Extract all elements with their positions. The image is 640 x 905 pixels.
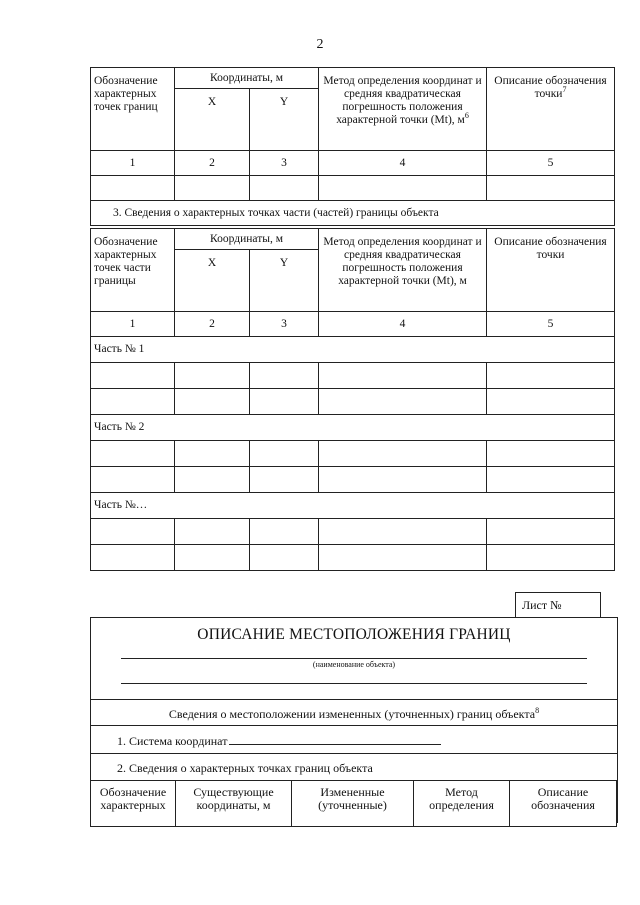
col-header-existing: Существующие координаты, м bbox=[176, 781, 292, 827]
header-coords: Координаты, м bbox=[175, 68, 319, 89]
section3-title: 3. Сведения о характерных точках части (частей) границы объекта bbox=[91, 201, 615, 226]
points-section-title: 2. Сведения о характерных точках границ объекта bbox=[117, 761, 373, 775]
part-1-label: Часть № 1 bbox=[91, 337, 615, 363]
part-n-label: Часть №… bbox=[91, 493, 615, 519]
col-number-3: 3 bbox=[250, 151, 319, 176]
col-header-changed: Измененные (уточненные) bbox=[292, 781, 414, 827]
col-number-4: 4 bbox=[319, 312, 487, 337]
table-row bbox=[91, 441, 615, 467]
col-number-2: 2 bbox=[175, 151, 250, 176]
header-description: Описание обозначения точки$^7$ bbox=[487, 68, 615, 151]
changed-boundaries-info: Сведения о местоположении измененных (уточненных) границ объекта$^8$ bbox=[168, 706, 540, 721]
part-points-table bbox=[90, 228, 615, 571]
changed-points-table bbox=[90, 780, 617, 827]
sheet-number-box bbox=[515, 592, 601, 618]
col-number-5: 5 bbox=[487, 312, 615, 337]
table-row bbox=[91, 467, 615, 493]
col-number-1: 1 bbox=[91, 151, 175, 176]
col-header-method: Метод определения bbox=[414, 781, 510, 827]
sheet-label: Лист № bbox=[522, 598, 562, 612]
page-number: 2 bbox=[316, 37, 324, 52]
header-description: Описание обозначения точки bbox=[487, 229, 615, 312]
header-points: Обозначение характерных точек части границы bbox=[91, 229, 175, 312]
header-coords: Координаты, м bbox=[175, 229, 319, 250]
col-number-3: 3 bbox=[250, 312, 319, 337]
header-x: X bbox=[175, 250, 250, 312]
table-row bbox=[91, 389, 615, 415]
boundary-points-table bbox=[90, 67, 615, 226]
object-name-line bbox=[121, 658, 587, 659]
divider bbox=[91, 753, 617, 754]
table-row bbox=[91, 519, 615, 545]
object-name-hint: (наименование объекта) bbox=[312, 660, 396, 669]
col-number-1: 1 bbox=[91, 312, 175, 337]
header-y: Y bbox=[250, 89, 319, 151]
header-y: Y bbox=[250, 250, 319, 312]
header-points: Обозначение характерных точек границ bbox=[91, 68, 175, 151]
col-header-points: Обозначение характерных bbox=[91, 781, 176, 827]
coord-system-blank bbox=[229, 734, 441, 745]
table-row bbox=[91, 176, 615, 201]
divider bbox=[91, 699, 617, 700]
form-title: ОПИСАНИЕ МЕСТОПОЛОЖЕНИЯ ГРАНИЦ bbox=[197, 626, 511, 643]
table-row bbox=[91, 363, 615, 389]
header-x: X bbox=[175, 89, 250, 151]
col-number-2: 2 bbox=[175, 312, 250, 337]
col-number-5: 5 bbox=[487, 151, 615, 176]
header-method: Метод определения координат и средняя квадратическая погрешность положения характерной точки (Mt), $м^6$ bbox=[319, 68, 487, 151]
part-2-label: Часть № 2 bbox=[91, 415, 615, 441]
object-name-line-2 bbox=[121, 683, 587, 684]
coord-system-row: 1. Система координат bbox=[117, 734, 441, 749]
col-number-4: 4 bbox=[319, 151, 487, 176]
col-header-description: Описание обозначения bbox=[510, 781, 617, 827]
table-row bbox=[91, 545, 615, 571]
header-method: Метод определения координат и средняя квадратическая погрешность положения характерной точки (Mt), м bbox=[319, 229, 487, 312]
divider bbox=[91, 725, 617, 726]
